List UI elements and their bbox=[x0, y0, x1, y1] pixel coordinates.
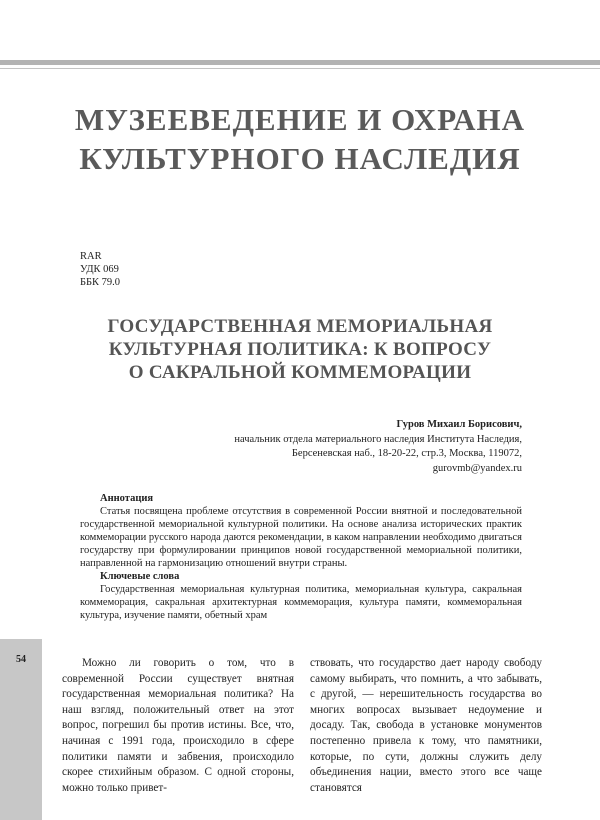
body-column-right: ствовать, что государство дает народу свободу самому выбирать, что помнить, а что забывать, с другой, — нерешительность государства во многих вопросах вызывает недоумение и досаду. Так, свобода в установке монументов постепенно привела к тому, что памятники, которые, по сути, должны служить делу объединения нации, вместо этого все чаще становятся bbox=[310, 657, 542, 794]
section-title-line-2: КУЛЬТУРНОГО НАСЛЕДИЯ bbox=[79, 141, 521, 176]
abstract-block bbox=[80, 492, 522, 622]
author-email: gurovmb@yandex.ru bbox=[432, 462, 522, 474]
rar-code: RAR bbox=[80, 251, 102, 262]
keywords-text: Государственная мемориальная культурная политика, мемориальная культура, сакральная коммеморация, сакральная архитектурная коммеморация, культура памяти, коммеморальная культура, изучение памяти, обетный храм bbox=[80, 584, 522, 621]
body-column-left: Можно ли говорить о том, что в современной России существует внятная государственная мемориальная политика? На наш взгляд, положительный ответ на этот вопрос, погрешил бы против истины. Все, что, начиная с 1991 года, происходило в сфере политики памяти и забвения, происходило скорее стихийным образом. С одной стороны, можно только привет- bbox=[62, 657, 294, 794]
header-rule-thin bbox=[0, 68, 600, 69]
article-title-line-2: КУЛЬТУРНАЯ ПОЛИТИКА: К ВОПРОСУ bbox=[108, 339, 492, 360]
classification-codes bbox=[80, 250, 120, 289]
header-rule-thick bbox=[0, 60, 600, 65]
abstract-heading: Аннотация bbox=[100, 493, 154, 504]
section-title-line-1: МУЗЕЕВЕДЕНИЕ И ОХРАНА bbox=[74, 102, 526, 137]
article-title-line-3: О САКРАЛЬНОЙ КОММЕМОРАЦИИ bbox=[128, 362, 472, 383]
section-title bbox=[0, 100, 600, 178]
abstract-text: Статья посвящена проблеме отсутствия в современной России внятной и последовательной государственной мемориальной культурной политики. На основе анализа исторических практик коммеморации русского народа даются рекомендации, в каком направлении необходимо двигаться государству при формулировании принципов новой государственной мемориальной политики, направленной на гармонизацию отношений внутри страны. bbox=[80, 506, 522, 569]
author-position: начальник отдела материального наследия Института Наследия, bbox=[234, 433, 522, 445]
author-name: Гуров Михаил Борисович, bbox=[396, 419, 522, 430]
author-address: Берсеневская наб., 18-20-22, стр.3, Москва, 119072, bbox=[291, 448, 522, 459]
article-title bbox=[60, 315, 540, 384]
udk-code: УДК 069 bbox=[80, 264, 119, 275]
page-margin-tab bbox=[0, 639, 42, 820]
bbk-code: ББК 79.0 bbox=[80, 277, 121, 288]
article-title-line-1: ГОСУДАРСТВЕННАЯ МЕМОРИАЛЬНАЯ bbox=[107, 316, 493, 337]
author-block bbox=[234, 418, 522, 476]
page-number: 54 bbox=[16, 654, 26, 665]
keywords-heading: Ключевые слова bbox=[100, 571, 180, 582]
